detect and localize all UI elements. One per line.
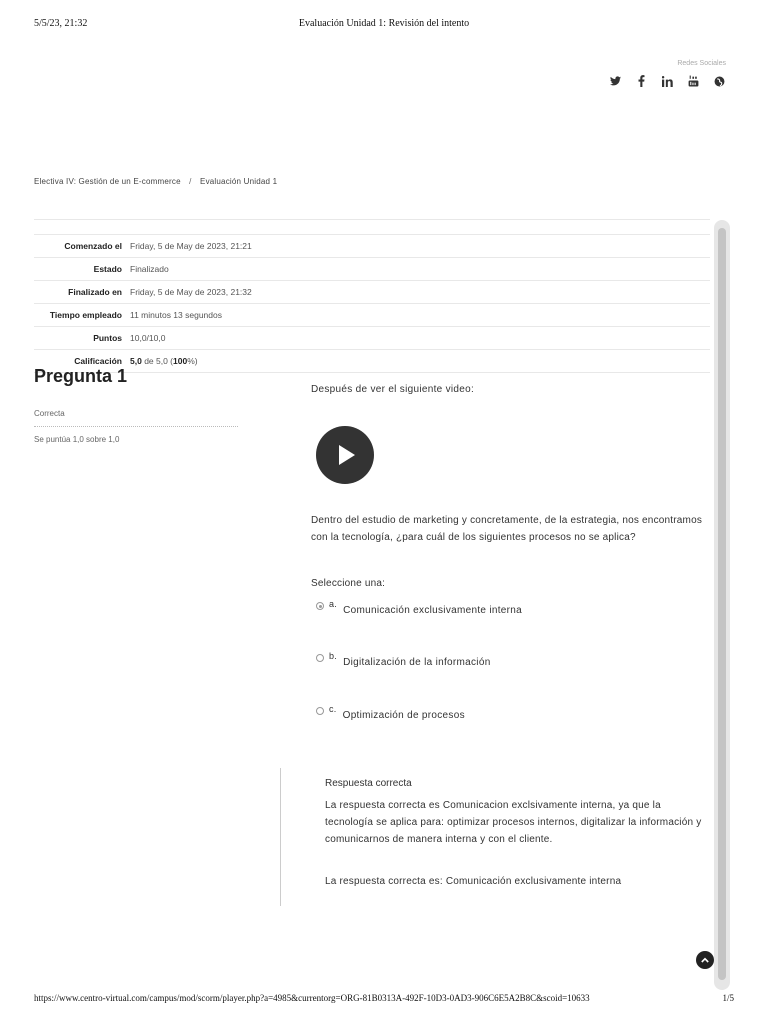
question-grade: Se puntúa 1,0 sobre 1,0 [34, 435, 120, 444]
summary-value: 11 minutos 13 segundos [130, 310, 222, 320]
radio-button[interactable] [316, 602, 324, 610]
question-text: Dentro del estudio de marketing y concretamente, de la estrategia, nos encontramos con la tecnología, ¿para cuál de los siguientes procesos no se aplica? [311, 515, 703, 543]
scroll-to-top-button[interactable] [696, 951, 714, 969]
summary-label: Finalizado en [68, 287, 122, 297]
summary-value: 10,0/10,0 [130, 333, 166, 343]
question-intro: Después de ver el siguiente video: [311, 384, 475, 395]
summary-row-points [34, 327, 710, 350]
summary-row-time [34, 304, 710, 327]
grade-mid: de 5,0 ( [141, 356, 174, 366]
summary-value: Friday, 5 de May de 2023, 21:21 [130, 241, 252, 251]
select-one-label: Seleccione una: [311, 578, 386, 589]
answer-option-c[interactable] [316, 706, 465, 721]
social-label: Redes Sociales [677, 60, 726, 67]
summary-value: Friday, 5 de May de 2023, 21:32 [130, 287, 252, 297]
summary-row-state [34, 258, 710, 281]
radio-button[interactable] [316, 707, 324, 715]
video-play-button[interactable] [316, 426, 374, 484]
feedback-correct-answer: La respuesta correcta es: Comunicación exclusivamente interna [325, 876, 622, 887]
summary-row-grade [34, 350, 710, 373]
youtube-icon[interactable] [686, 75, 700, 90]
summary-value: Finalizado [130, 264, 169, 274]
feedback-text: La respuesta correcta es Comunicacion exclsivamente interna, ya que la tecnología se aplica para: optimizar procesos internos, digitalizar la información y comunicarnos de manera interna y con el cliente. [325, 800, 702, 845]
twitter-icon[interactable] [608, 76, 622, 89]
option-text: Digitalización de la información [343, 657, 491, 668]
summary-row-started [34, 234, 710, 258]
feedback-title: Respuesta correcta [325, 778, 412, 789]
option-letter: b. [329, 651, 338, 661]
grade-percent: 100 [173, 356, 188, 366]
print-title: Evaluación Unidad 1: Revisión del intento [298, 18, 470, 29]
breadcrumb-course[interactable]: Electiva IV: Gestión de un E-commerce [34, 177, 181, 186]
option-text: Optimización de procesos [342, 710, 465, 721]
print-url: https://www.centro-virtual.com/campus/mod/scorm/player.php?a=4985&currentorg=ORG-81B0313A-492F-10D3-0AD3-906C6E5A2B8C&scoid=10633 [34, 993, 590, 1003]
globe-icon[interactable] [712, 76, 726, 90]
option-text: Comunicación exclusivamente interna [343, 605, 523, 616]
print-page-number: 1/5 [722, 993, 734, 1003]
question-title: Pregunta 1 [34, 366, 128, 386]
summary-label: Comenzado el [64, 241, 122, 251]
grade-end: %) [187, 356, 198, 366]
social-icons [608, 75, 726, 90]
breadcrumb-activity[interactable]: Evaluación Unidad 1 [200, 177, 278, 186]
linkedin-icon[interactable] [660, 76, 674, 90]
print-header [34, 18, 734, 32]
print-date: 5/5/23, 21:32 [34, 18, 88, 29]
summary-label: Estado [93, 264, 122, 274]
option-letter: c. [329, 704, 337, 714]
facebook-icon[interactable] [634, 75, 648, 90]
option-letter: a. [329, 599, 338, 609]
attempt-summary-table [34, 219, 710, 373]
chevron-up-icon [701, 957, 709, 963]
breadcrumb-separator: / [189, 177, 192, 186]
summary-label: Tiempo empleado [49, 310, 122, 320]
answer-option-a[interactable] [316, 601, 522, 616]
summary-value [130, 353, 710, 369]
radio-button[interactable] [316, 654, 324, 662]
answer-option-b[interactable] [316, 653, 491, 668]
scrollbar[interactable] [714, 220, 730, 990]
summary-label: Puntos [93, 333, 122, 343]
social-links [608, 60, 726, 90]
grade-score: 5,0 [130, 356, 142, 366]
play-icon [339, 445, 355, 465]
summary-label: Calificación [74, 356, 122, 366]
scrollbar-thumb[interactable] [718, 228, 726, 980]
question-state: Correcta [34, 409, 238, 427]
summary-row-finished [34, 281, 710, 304]
breadcrumb [34, 177, 277, 186]
